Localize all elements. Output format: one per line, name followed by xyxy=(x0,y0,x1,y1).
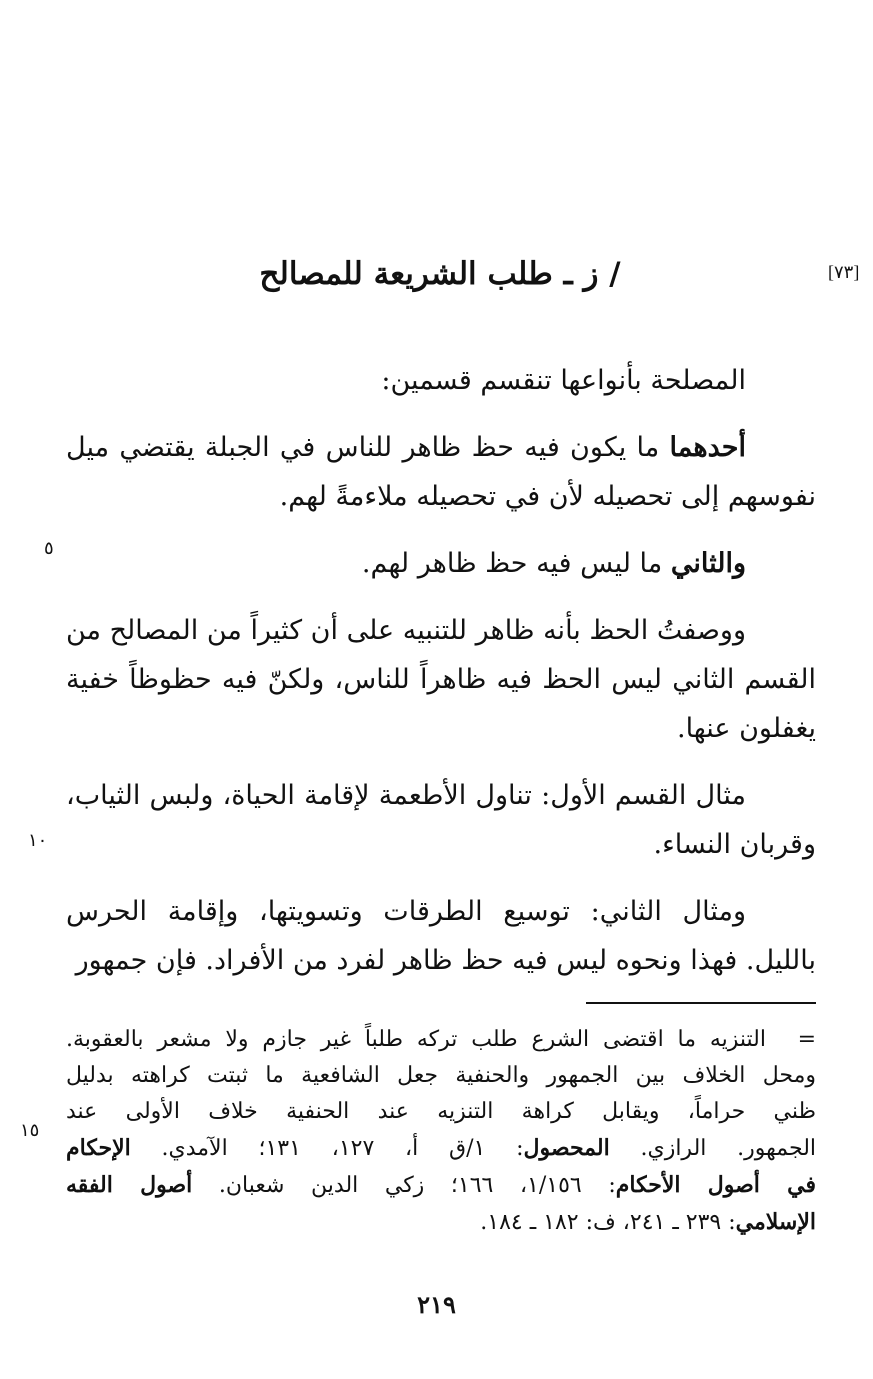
paragraph-example-second: ومثال الثاني: توسيع الطرقات وتسويتها، وإقامة الحرس بالليل. فهذا ونحوه ليس فيه حظ ظاهر لفرد من الأفراد. فإن جمهور xyxy=(66,896,816,976)
second-category-text: ما ليس فيه حظ ظاهر لهم. xyxy=(361,548,671,579)
source-title: الإسلامي xyxy=(735,1209,816,1235)
source-title: المحصول xyxy=(523,1135,610,1161)
source-title: في أصول الأحكام xyxy=(615,1172,817,1198)
paragraph-explanation: ووصفتُ الحظ بأنه ظاهر للتنبيه على أن كثيراً من المصالح من القسم الثاني ليس الحظ فيه ظاهراً للناس، ولكنّ فيه حظوظاً خفية يغفلون عنها. xyxy=(66,615,816,744)
line-number-15: ١٥ xyxy=(20,1120,40,1140)
main-body-text xyxy=(66,356,816,1003)
footnote-line: الإسلامي: ٢٣٩ ـ ٢٤١، ف: ١٨٢ ـ ١٨٤. xyxy=(480,1209,816,1235)
paragraph-intro: المصلحة بأنواعها تنقسم قسمين: xyxy=(381,365,746,396)
footnote-line: =التنزيه ما اقتضى الشرع طلب تركه طلباً غير جازم ولا مشعر بالعقوبة. xyxy=(66,1022,816,1058)
first-category-text: ما يكون فيه حظ ظاهر للناس في الجبلة يقتضي ميل نفوسهم إلى تحصيله لأن في تحصيله ملاءمةً لهم. xyxy=(66,432,816,512)
page-number: ٢١٩ xyxy=(417,1290,456,1319)
line-number-5: ٥ xyxy=(44,538,54,558)
footnote-line: ومحل الخلاف بين الجمهور والحنفية جعل الشافعية ما ثبتت كراهته بدليل xyxy=(66,1063,816,1088)
source-title: أصول الفقه xyxy=(66,1172,193,1198)
source-title: الإحكام xyxy=(66,1135,131,1161)
paragraph-example-first: مثال القسم الأول: تناول الأطعمة لإقامة الحياة، ولبس الثياب، وقربان النساء. xyxy=(66,780,816,860)
paragraph-second-category xyxy=(66,539,816,588)
term-first: أحدهما xyxy=(669,432,746,463)
footnote-separator xyxy=(586,1002,816,1004)
footnote-line: ظني حراماً، ويقابل كراهة التنزيه عند الحنفية خلاف الأولى عند xyxy=(66,1099,816,1124)
footnote-line: في أصول الأحكام: ١/١٥٦، ١٦٦؛ زكي الدين شعبان. أصول الفقه xyxy=(66,1172,817,1198)
paragraph-first-category xyxy=(66,423,816,521)
section-title: / ز ـ طلب الشريعة للمصالح xyxy=(259,256,621,292)
line-number-10: ١٠ xyxy=(28,830,48,850)
term-second: والثاني xyxy=(670,548,746,579)
footnote xyxy=(66,1022,816,1241)
footnote-line: الجمهور. الرازي. المحصول: ١/ق أ، ١٢٧، ١٣١؛ الآمدي. الإحكام xyxy=(66,1135,817,1161)
footnote-continuation-marker: = xyxy=(797,1027,816,1052)
page-reference: [٧٣] xyxy=(828,262,860,282)
